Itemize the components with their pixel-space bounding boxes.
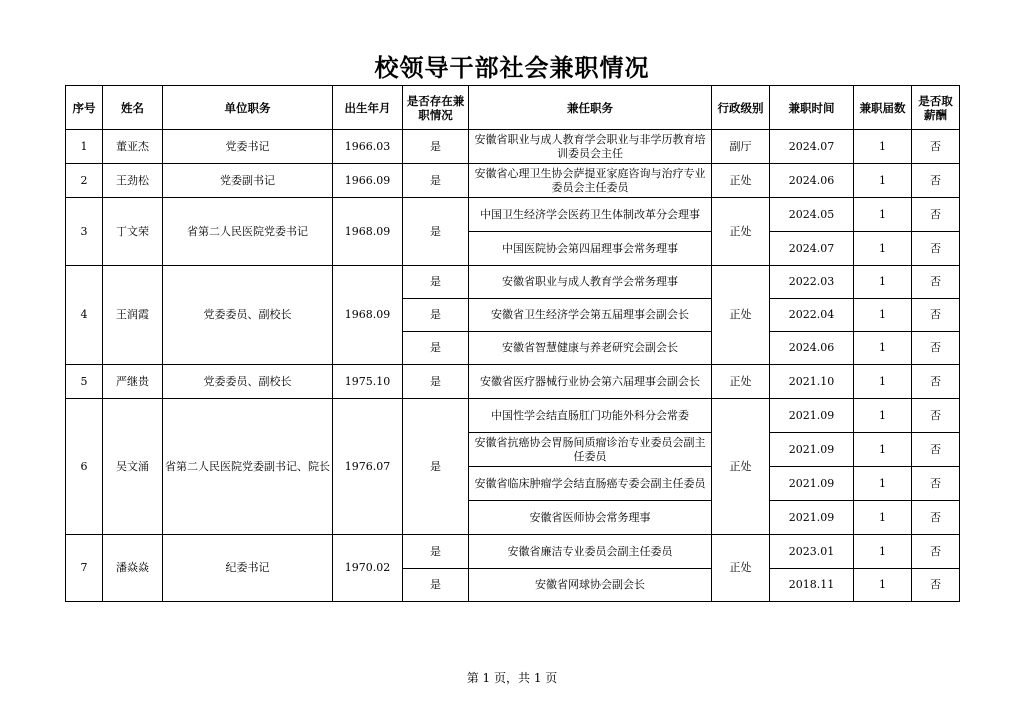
index-cell: 4	[66, 266, 103, 365]
position-cell: 党委书记	[163, 130, 333, 164]
header-cell: 兼任职务	[469, 86, 712, 130]
position-cell: 纪委书记	[163, 535, 333, 602]
parttime-title-cell: 安徽省心理卫生协会萨提亚家庭咨询与治疗专业委员会主任委员	[469, 164, 712, 198]
terms-cell: 1	[854, 266, 912, 299]
leadership-table	[65, 85, 960, 602]
terms-cell: 1	[854, 433, 912, 467]
birth-cell: 1970.02	[333, 535, 403, 602]
parttime-title-cell: 安徽省医疗器械行业协会第六届理事会副会长	[469, 365, 712, 399]
header-cell: 单位职务	[163, 86, 333, 130]
header-cell: 是否取薪酬	[912, 86, 960, 130]
parttime-title-cell: 中国卫生经济学会医药卫生体制改革分会理事	[469, 198, 712, 232]
parttime-date-cell: 2021.09	[770, 501, 854, 535]
terms-cell: 1	[854, 535, 912, 569]
parttime-date-cell: 2021.10	[770, 365, 854, 399]
header-cell: 出生年月	[333, 86, 403, 130]
index-cell: 1	[66, 130, 103, 164]
parttime-date-cell: 2024.07	[770, 232, 854, 266]
parttime-title-cell: 安徽省卫生经济学会第五届理事会副会长	[469, 299, 712, 332]
table-row	[66, 399, 960, 433]
parttime-title-cell: 安徽省职业与成人教育学会职业与非学历教育培训委员会主任	[469, 130, 712, 164]
position-cell: 省第二人民医院党委书记	[163, 198, 333, 266]
header-cell: 姓名	[103, 86, 163, 130]
parttime-title-cell: 安徽省临床肿瘤学会结直肠癌专委会副主任委员	[469, 467, 712, 501]
terms-cell: 1	[854, 332, 912, 365]
position-cell: 党委委员、副校长	[163, 365, 333, 399]
parttime-date-cell: 2022.03	[770, 266, 854, 299]
has-parttime-cell: 是	[403, 569, 469, 602]
table-header-row	[66, 86, 960, 130]
header-cell: 是否存在兼职情况	[403, 86, 469, 130]
parttime-date-cell: 2022.04	[770, 299, 854, 332]
admin-level-cell: 正处	[712, 399, 770, 535]
parttime-title-cell: 安徽省医师协会常务理事	[469, 501, 712, 535]
index-cell: 2	[66, 164, 103, 198]
admin-level-cell: 正处	[712, 198, 770, 266]
birth-cell: 1968.09	[333, 266, 403, 365]
header-cell: 兼职届数	[854, 86, 912, 130]
terms-cell: 1	[854, 501, 912, 535]
parttime-title-cell: 安徽省抗癌协会胃肠间质瘤诊治专业委员会副主任委员	[469, 433, 712, 467]
terms-cell: 1	[854, 130, 912, 164]
parttime-date-cell: 2021.09	[770, 433, 854, 467]
paid-cell: 否	[912, 535, 960, 569]
has-parttime-cell: 是	[403, 332, 469, 365]
paid-cell: 否	[912, 467, 960, 501]
paid-cell: 否	[912, 399, 960, 433]
table-row	[66, 365, 960, 399]
terms-cell: 1	[854, 569, 912, 602]
has-parttime-cell: 是	[403, 130, 469, 164]
parttime-title-cell: 安徽省廉洁专业委员会副主任委员	[469, 535, 712, 569]
document-title: 校领导干部社会兼职情况	[374, 53, 650, 82]
paid-cell: 否	[912, 332, 960, 365]
parttime-date-cell: 2021.09	[770, 399, 854, 433]
table-row	[66, 535, 960, 569]
table-row	[66, 266, 960, 299]
name-cell: 董亚杰	[103, 130, 163, 164]
has-parttime-cell: 是	[403, 399, 469, 535]
header-cell: 兼职时间	[770, 86, 854, 130]
index-cell: 7	[66, 535, 103, 602]
parttime-date-cell: 2024.05	[770, 198, 854, 232]
header-cell: 序号	[66, 86, 103, 130]
paid-cell: 否	[912, 232, 960, 266]
birth-cell: 1976.07	[333, 399, 403, 535]
parttime-date-cell: 2024.06	[770, 164, 854, 198]
name-cell: 严继贵	[103, 365, 163, 399]
has-parttime-cell: 是	[403, 164, 469, 198]
paid-cell: 否	[912, 501, 960, 535]
admin-level-cell: 副厅	[712, 130, 770, 164]
page-footer: 第 1 页，共 1 页	[466, 671, 558, 685]
admin-level-cell: 正处	[712, 365, 770, 399]
has-parttime-cell: 是	[403, 299, 469, 332]
parttime-title-cell: 安徽省职业与成人教育学会常务理事	[469, 266, 712, 299]
paid-cell: 否	[912, 365, 960, 399]
parttime-title-cell: 安徽省智慧健康与养老研究会副会长	[469, 332, 712, 365]
parttime-date-cell: 2021.09	[770, 467, 854, 501]
name-cell: 吴文涌	[103, 399, 163, 535]
terms-cell: 1	[854, 232, 912, 266]
has-parttime-cell: 是	[403, 535, 469, 569]
terms-cell: 1	[854, 299, 912, 332]
admin-level-cell: 正处	[712, 266, 770, 365]
index-cell: 3	[66, 198, 103, 266]
paid-cell: 否	[912, 164, 960, 198]
terms-cell: 1	[854, 467, 912, 501]
position-cell: 省第二人民医院党委副书记、院长	[163, 399, 333, 535]
parttime-title-cell: 中国性学会结直肠肛门功能外科分会常委	[469, 399, 712, 433]
birth-cell: 1975.10	[333, 365, 403, 399]
name-cell: 王劲松	[103, 164, 163, 198]
index-cell: 5	[66, 365, 103, 399]
terms-cell: 1	[854, 198, 912, 232]
paid-cell: 否	[912, 198, 960, 232]
parttime-title-cell: 安徽省网球协会副会长	[469, 569, 712, 602]
position-cell: 党委副书记	[163, 164, 333, 198]
table-row	[66, 198, 960, 232]
birth-cell: 1966.03	[333, 130, 403, 164]
index-cell: 6	[66, 399, 103, 535]
position-cell: 党委委员、副校长	[163, 266, 333, 365]
parttime-date-cell: 2018.11	[770, 569, 854, 602]
paid-cell: 否	[912, 299, 960, 332]
admin-level-cell: 正处	[712, 535, 770, 602]
terms-cell: 1	[854, 365, 912, 399]
paid-cell: 否	[912, 266, 960, 299]
table-row	[66, 164, 960, 198]
table-row	[66, 130, 960, 164]
admin-level-cell: 正处	[712, 164, 770, 198]
has-parttime-cell: 是	[403, 266, 469, 299]
paid-cell: 否	[912, 433, 960, 467]
parttime-date-cell: 2024.07	[770, 130, 854, 164]
paid-cell: 否	[912, 569, 960, 602]
parttime-date-cell: 2024.06	[770, 332, 854, 365]
terms-cell: 1	[854, 164, 912, 198]
paid-cell: 否	[912, 130, 960, 164]
name-cell: 潘焱焱	[103, 535, 163, 602]
parttime-date-cell: 2023.01	[770, 535, 854, 569]
terms-cell: 1	[854, 399, 912, 433]
name-cell: 王润霞	[103, 266, 163, 365]
has-parttime-cell: 是	[403, 365, 469, 399]
name-cell: 丁文荣	[103, 198, 163, 266]
birth-cell: 1966.09	[333, 164, 403, 198]
parttime-title-cell: 中国医院协会第四届理事会常务理事	[469, 232, 712, 266]
has-parttime-cell: 是	[403, 198, 469, 266]
header-cell: 行政级别	[712, 86, 770, 130]
birth-cell: 1968.09	[333, 198, 403, 266]
